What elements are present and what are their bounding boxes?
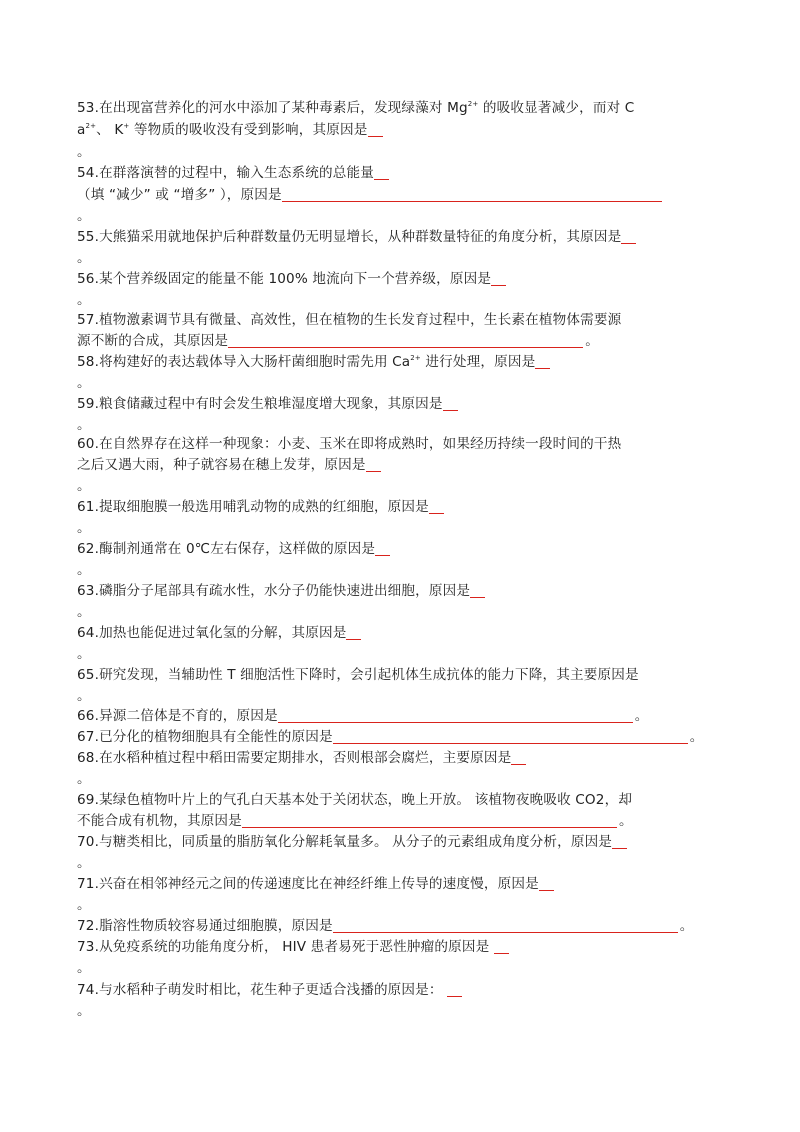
answer-blank[interactable] xyxy=(511,749,526,765)
answer-blank[interactable] xyxy=(346,624,361,640)
question-53-end: 。 xyxy=(77,144,91,160)
question-64-end: 。 xyxy=(77,646,91,662)
answer-blank[interactable] xyxy=(535,353,550,369)
question-73-end: 。 xyxy=(77,960,91,976)
question-53-line-2: $a^{2+}$、 K+ 等物质的吸收没有受到影响，其原因是 xyxy=(77,120,383,140)
question-59-end: 。 xyxy=(77,417,91,433)
question-65: 65.研究发现，当辅助性 T 细胞活性下降时，会引起机体生成抗体的能力下降，其主要原因是 xyxy=(77,667,639,683)
question-71: 71.兴奋在相邻神经元之间的传递速度比在神经纤维上传导的速度慢，原因是 xyxy=(77,874,554,894)
question-63-end: 。 xyxy=(77,604,91,620)
question-61: 61.提取细胞膜一般选用哺乳动物的成熟的红细胞，原因是 xyxy=(77,497,444,517)
question-56-end: 。 xyxy=(77,292,91,308)
answer-blank[interactable] xyxy=(429,498,444,514)
question-54-end: 。 xyxy=(77,208,91,224)
question-62-end: 。 xyxy=(77,562,91,578)
question-59: 59.粮食储藏过程中有时会发生粮堆湿度增大现象，其原因是 xyxy=(77,394,458,414)
question-57-line-2: 源不断的合成，其原因是 。 xyxy=(77,333,599,349)
answer-blank[interactable] xyxy=(443,395,458,411)
answer-blank[interactable] xyxy=(375,540,390,556)
question-60-end: 。 xyxy=(77,478,91,494)
question-58: 58.将构建好的表达载体导入大肠杆菌细胞时需先用 $Ca^{2+}$ 进行处理，原因是 xyxy=(77,352,550,372)
question-74: 74.与水稻种子萌发时相比，花生种子更适合浅播的原因是： xyxy=(77,980,462,1000)
question-62: 62.酶制剂通常在 0℃左右保存，这样做的原因是 xyxy=(77,539,390,559)
question-71-end: 。 xyxy=(77,897,91,913)
answer-blank[interactable] xyxy=(621,228,636,244)
question-66: 66.异源二倍体是不育的，原因是 。 xyxy=(77,708,649,724)
answer-blank[interactable] xyxy=(539,875,554,891)
question-61-end: 。 xyxy=(77,520,91,536)
question-55-end: 。 xyxy=(77,250,91,266)
question-53-line-1: 53.在出现富营养化的河水中添加了某种毒素后，发现绿藻对 $Mg^{2+}$ 的吸收显著减少，而对 C xyxy=(77,100,635,116)
question-54-line-1: 54.在群落演替的过程中，输入生态系统的总能量 xyxy=(77,163,389,183)
question-68-end: 。 xyxy=(77,771,91,787)
question-58-end: 。 xyxy=(77,375,91,391)
question-63: 63.磷脂分子尾部具有疏水性，水分子仍能快速进出细胞，原因是 xyxy=(77,581,485,601)
answer-blank[interactable] xyxy=(491,270,506,286)
answer-blank[interactable] xyxy=(470,582,485,598)
answer-blank[interactable] xyxy=(282,186,662,202)
question-74-end: 。 xyxy=(77,1003,91,1019)
question-57-line-1: 57.植物激素调节具有微量、高效性，但在植物的生长发育过程中，生长素在植物体需要源 xyxy=(77,312,622,328)
answer-blank[interactable] xyxy=(374,164,389,180)
answer-blank[interactable] xyxy=(228,332,583,348)
question-60-line-2: 之后又遇大雨，种子就容易在穗上发芽，原因是 xyxy=(77,455,381,475)
question-70: 70.与糖类相比，同质量的脂肪氧化分解耗氧量多。 从分子的元素组成角度分析，原因是 xyxy=(77,832,627,852)
question-73: 73.从免疫系统的功能角度分析， HIV 患者易死于恶性肿瘤的原因是 xyxy=(77,937,509,957)
answer-blank[interactable] xyxy=(242,812,617,828)
answer-blank[interactable] xyxy=(366,456,381,472)
question-60-line-1: 60.在自然界存在这样一种现象：小麦、玉米在即将成熟时，如果经历持续一段时间的干热 xyxy=(77,436,622,452)
question-69-line-1: 69.某绿色植物叶片上的气孔白天基本处于关闭状态，晚上开放。 该植物夜晚吸收 CO2，却 xyxy=(77,792,633,808)
answer-blank[interactable] xyxy=(333,728,688,744)
question-65-end: 。 xyxy=(77,688,91,704)
answer-blank[interactable] xyxy=(333,917,678,933)
answer-blank[interactable] xyxy=(494,938,509,954)
question-56: 56.某个营养级固定的能量不能 100% 地流向下一个营养级，原因是 xyxy=(77,269,506,289)
question-70-end: 。 xyxy=(77,855,91,871)
question-68: 68.在水稻种植过程中稻田需要定期排水，否则根部会腐烂，主要原因是 xyxy=(77,748,526,768)
question-69-line-2: 不能合成有机物，其原因是 。 xyxy=(77,813,633,829)
answer-blank[interactable] xyxy=(278,707,633,723)
question-64: 64.加热也能促进过氧化氢的分解，其原因是 xyxy=(77,623,361,643)
question-55: 55.大熊猫采用就地保护后种群数量仍无明显增长，从种群数量特征的角度分析，其原因是 xyxy=(77,227,636,247)
question-67: 67.已分化的植物细胞具有全能性的原因是 。 xyxy=(77,729,704,745)
answer-blank[interactable] xyxy=(368,121,383,137)
question-72: 72.脂溶性物质较容易通过细胞膜，原因是 。 xyxy=(77,918,694,934)
answer-blank[interactable] xyxy=(612,833,627,849)
answer-blank[interactable] xyxy=(447,981,462,997)
question-54-line-2: （填 “减少” 或 “增多” ），原因是 xyxy=(77,185,662,205)
